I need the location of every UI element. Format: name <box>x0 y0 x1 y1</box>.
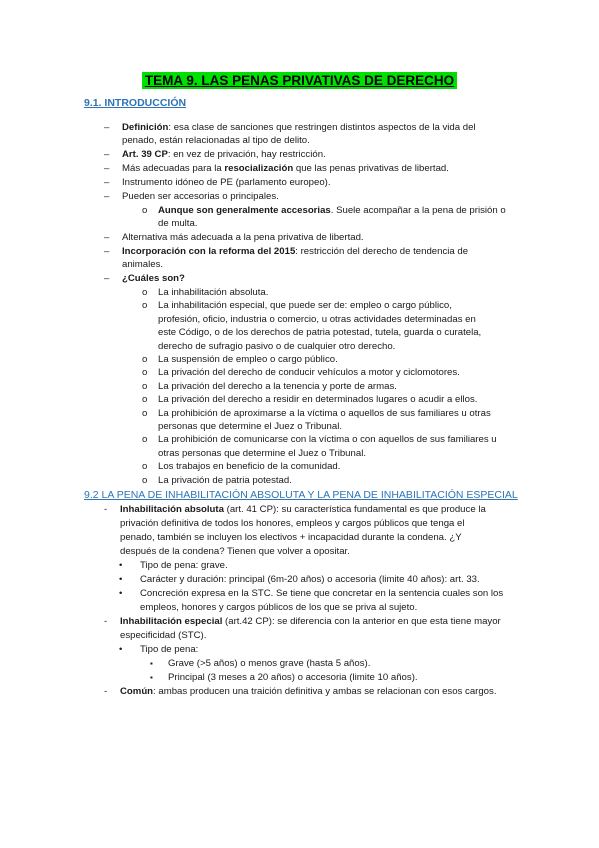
hyphen-bullet: - <box>104 686 108 697</box>
dash-bullet: – <box>104 163 110 174</box>
accesorias-subline: Aunque son generalmente accesorias. Suele acompañar a la pena de prisión o <box>158 205 506 216</box>
dash-bullet: – <box>104 273 110 284</box>
bullet: • <box>119 560 123 571</box>
pena-item-line: La prohibición de comunicarse con la víctima o con aquellos de sus familiares u <box>158 434 497 446</box>
hyphen-bullet: - <box>104 504 108 515</box>
resocializacion-line: Más adecuadas para la resocialización que las penas privativas de libertad. <box>122 163 449 174</box>
pena-item-line: La privación de patria potestad. <box>158 474 292 486</box>
dash-bullet: – <box>104 149 110 160</box>
pena-item-line: profesión, oficio, industria o comercio, u otras actividades determinadas en <box>158 313 476 325</box>
pena-item-line: La privación del derecho de conducir vehículos a motor y ciclomotores. <box>158 367 460 379</box>
circle-bullet: o <box>142 300 148 312</box>
bullet: • <box>119 644 123 655</box>
abs-line-3: penado, también se incluyen los electivos + incapacidad durante la condena. ¿Y <box>120 532 462 543</box>
bullet: • <box>119 588 123 599</box>
abs-sub-2: Carácter y duración: principal (6m-20 años) o accesoria (limite 40 años): art. 33. <box>140 574 480 585</box>
circle-bullet: o <box>142 407 148 419</box>
accesorias-line: Pueden ser accesorias o principales. <box>122 191 279 202</box>
incorporacion-line: Incorporación con la reforma del 2015: restricción del derecho de tendencia de <box>122 246 469 257</box>
pena-item-line: La inhabilitación especial, que puede ser de: empleo o cargo público, <box>158 300 452 312</box>
abs-sub-3: Concreción expresa en la STC. Se tiene que concretar en la sentencia cuales son los <box>140 588 504 599</box>
circle-bullet: o <box>142 394 148 406</box>
bullet: • <box>119 574 123 585</box>
comun-line: Común: ambas producen una traición definitiva y ambas se relacionan con esos cargos. <box>120 686 497 697</box>
circle-bullet: o <box>142 367 148 379</box>
pena-item-line: La prohibición de aproximarse a la víctima o aquellos de sus familiares u otras <box>158 407 491 419</box>
dash-bullet: – <box>104 191 110 202</box>
pe-line: Instrumento idóneo de PE (parlamento europeo). <box>122 177 331 188</box>
abs-line-2: privación definitiva de todos los honores, empleos y cargos públicos que tenga el <box>120 518 465 529</box>
square-bullet: ▪ <box>150 659 153 668</box>
alternativa-line: Alternativa más adecuada a la pena privativa de libertad. <box>122 232 364 243</box>
definicion-line-2: penado, están relacionadas al tipo de delito. <box>122 135 310 146</box>
abs-line-4: después de la condena? Tienen que volver a opositar. <box>120 546 350 557</box>
dash-bullet: – <box>104 177 110 188</box>
circle-bullet: o <box>142 461 148 473</box>
pena-item-line: La privación del derecho a residir en determinados lugares o acudir a ellos. <box>158 394 478 406</box>
circle-bullet: o <box>142 434 148 446</box>
art39-line: Art. 39 CP: en vez de privación, hay restricción. <box>122 149 326 160</box>
esp-sq-2: Principal (3 meses a 20 años) o accesoria (limite 10 años). <box>168 672 418 683</box>
pena-item-line: personas que determine el Juez o Tribunal. <box>158 421 342 432</box>
circle-bullet: o <box>142 287 148 298</box>
abs-sub-1: Tipo de pena: grave. <box>140 560 228 571</box>
cuales-son-line: ¿Cuáles son? <box>122 273 185 284</box>
pena-item-line: otras personas que determine el Juez o Tribunal. <box>158 447 366 459</box>
section-heading-introduccion: 9.1. INTRODUCCIÓN <box>84 97 187 109</box>
circle-bullet: o <box>142 205 148 216</box>
definicion-line: Definición: esa clase de sanciones que restringen distintos aspectos de la vida del <box>122 122 476 133</box>
pena-item-line: La suspensión de empleo o cargo público. <box>158 354 338 365</box>
abs-line-1: Inhabilitación absoluta (art. 41 CP): su característica fundamental es que produce la <box>120 504 486 515</box>
esp-line-2: especificidad (STC). <box>120 630 207 641</box>
esp-sq-1: Grave (>5 años) o menos grave (hasta 5 años). <box>168 658 371 669</box>
pena-item-line: La privación del derecho a la tenencia y porte de armas. <box>158 380 397 392</box>
pena-item-line: derecho de sufragio pasivo o de cualquier otro derecho. <box>158 340 396 352</box>
esp-sub: Tipo de pena: <box>140 644 199 655</box>
pena-item-line: este Código, o de los derechos de patria potestad, tutela, guarda o curatela, <box>158 327 482 339</box>
document-title: TEMA 9. LAS PENAS PRIVATIVAS DE DERECHO <box>0 72 599 90</box>
esp-line-1: Inhabilitación especial (art.42 CP): se diferencia con la anterior en que esta tiene mayor <box>120 616 501 627</box>
accesorias-subline-2: de multa. <box>158 218 198 229</box>
circle-bullet: o <box>142 354 148 365</box>
circle-bullet: o <box>142 380 148 392</box>
circle-bullet: o <box>142 474 148 486</box>
pena-item-line: La inhabilitación absoluta. <box>158 287 269 298</box>
incorporacion-line-2: animales. <box>122 259 164 270</box>
section-heading-inhabilitacion: 9.2 LA PENA DE INHABILITACIÓN ABSOLUTA Y LA PENA DE INHABILITACIÓN ESPECIAL <box>84 489 518 501</box>
square-bullet: ▪ <box>150 673 153 682</box>
abs-sub-3b: empleos, honores y cargos públicos de los que se priva al sujeto. <box>140 602 418 613</box>
hyphen-bullet: - <box>104 616 108 627</box>
dash-bullet: – <box>104 246 110 257</box>
pena-item-line: Los trabajos en beneficio de la comunidad. <box>158 461 341 473</box>
dash-bullet: – <box>104 122 110 133</box>
dash-bullet: – <box>104 232 110 243</box>
